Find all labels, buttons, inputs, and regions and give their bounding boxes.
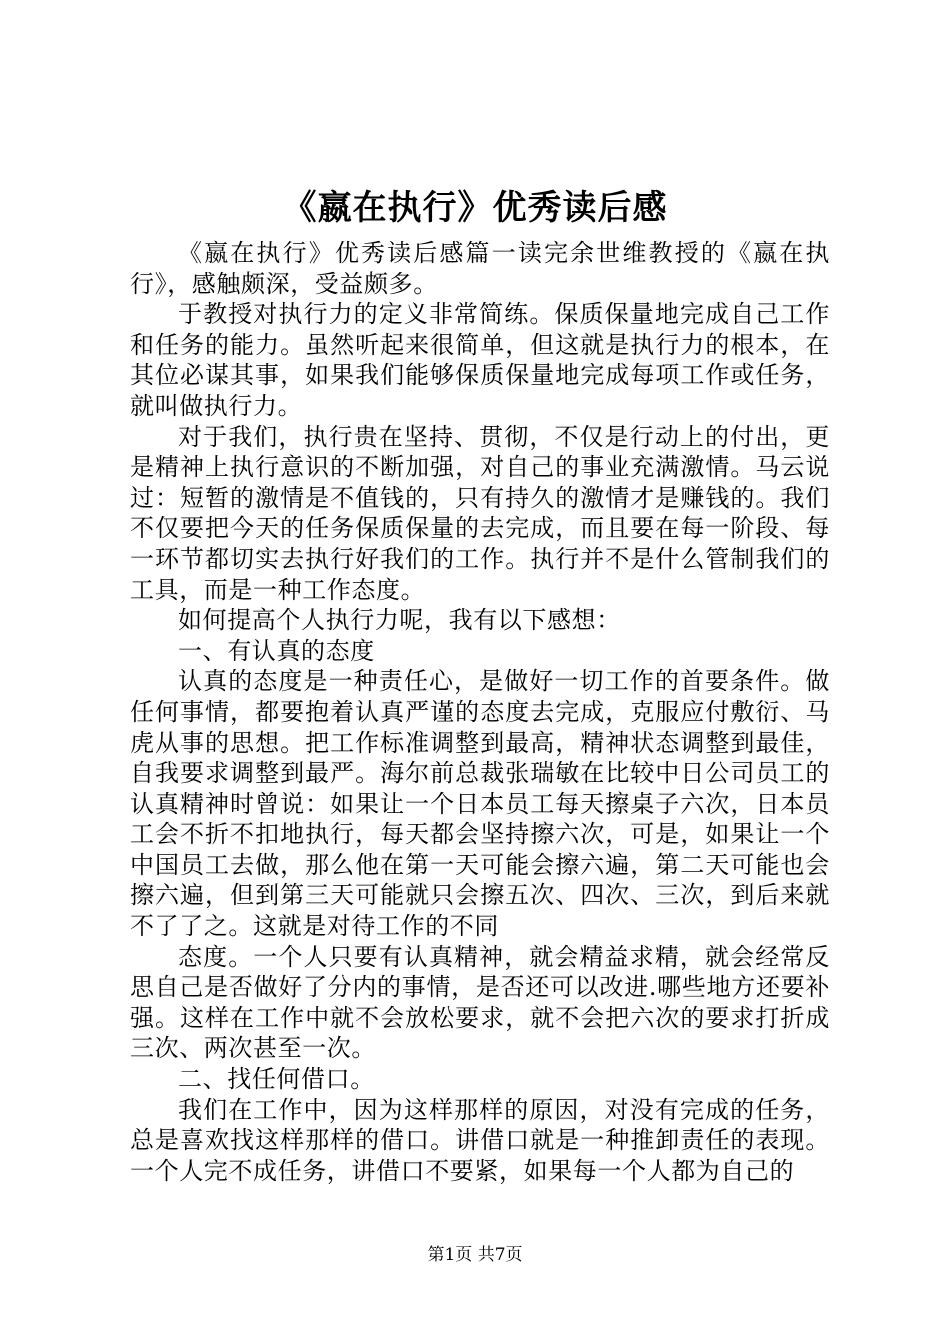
document-body	[130, 238, 830, 1186]
page-footer: 第1页 共7页	[427, 1245, 523, 1265]
paragraph: 于教授对执行力的定义非常简练。保质保量地完成自己工作和任务的能力。虽然听起来很简单，但这就是执行力的根本，在其位必谋其事，如果我们能够保质保量地完成每项工作或任务，就叫做执行力。	[130, 300, 830, 420]
paragraph: 认真的态度是一种责任心，是做好一切工作的首要条件。做任何事情，都要抱着认真严谨的态度去完成，克服应付敷衍、马虎从事的思想。把工作标准调整到最高，精神状态调整到最佳，自我要求调整到最严。海尔前总裁张瑞敏在比较中日公司员工的认真精神时曾说：如果让一个日本员工每天擦桌子六次，日本员工会不折不扣地执行，每天都会坚持擦六次，可是，如果让一个中国员工去做，那么他在第一天可能会擦六遍，第二天可能也会擦六遍，但到第三天可能就只会擦五次、四次、三次，到后来就不了了之。这就是对待工作的不同	[130, 667, 830, 941]
paragraph: 我们在工作中，因为这样那样的原因，对没有完成的任务，总是喜欢找这样那样的借口。讲借口就是一种推卸责任的表现。一个人完不成任务，讲借口不要紧，如果每一个人都为自己的	[130, 1095, 830, 1185]
paragraph: 态度。一个人只要有认真精神，就会精益求精，就会经常反思自己是否做好了分内的事情，是否还可以改进.哪些地方还要补强。这样在工作中就不会放松要求，就不会把六次的要求打折成三次、两次甚至一次。	[130, 942, 830, 1063]
section-heading: 一、有认真的态度	[178, 636, 375, 665]
paragraph: 《嬴在执行》优秀读后感篇一读完余世维教授的《嬴在执行》，感触颇深，受益颇多。	[130, 239, 830, 298]
section-heading: 二、找任何借口。	[178, 1065, 375, 1094]
document-title: 《嬴在执行》优秀读后感	[282, 188, 668, 228]
paragraph: 对于我们，执行贵在坚持、贯彻，不仅是行动上的付出，更是精神上执行意识的不断加强，对自己的事业充满激情。马云说过：短暂的激情是不值钱的，只有持久的激情才是赚钱的。我们不仅要把今天的任务保质保量的去完成，而且要在每一阶段、每一环节都切实去执行好我们的工作。执行并不是什么管制我们的工具，而是一种工作态度。	[130, 422, 830, 604]
paragraph: 如何提高个人执行力呢，我有以下感想：	[178, 606, 621, 635]
